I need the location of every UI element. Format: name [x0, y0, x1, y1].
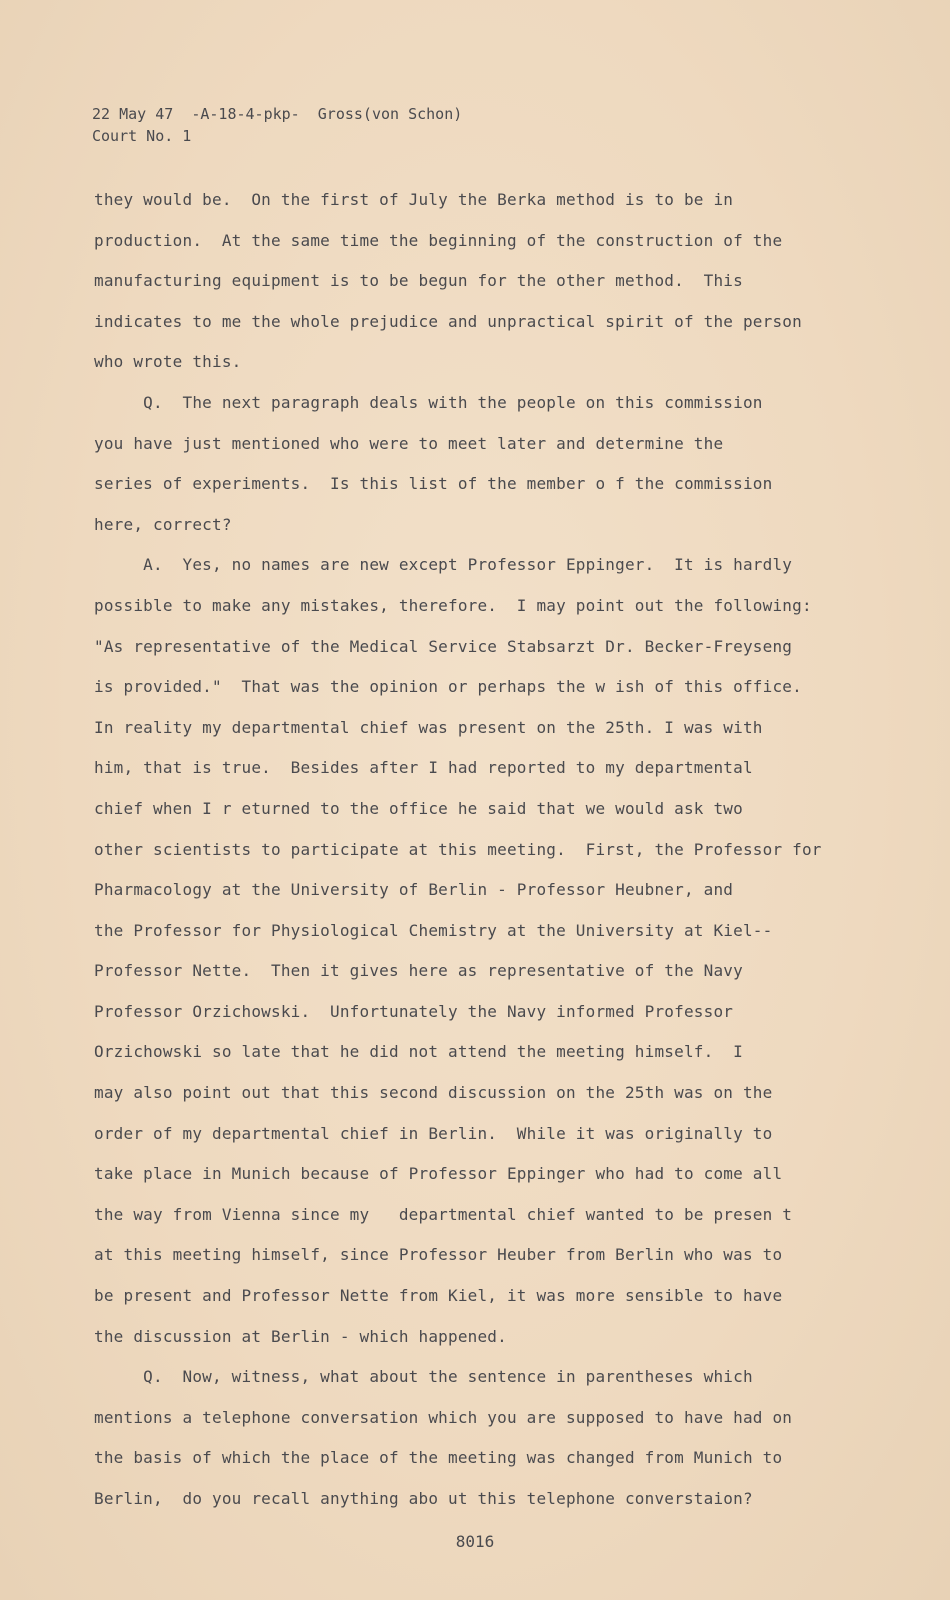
transcript-line: A. Yes, no names are new except Professor Eppinger. It is hardly: [94, 555, 793, 575]
transcript-line: Orzichowski so late that he did not attend the meeting himself. I: [94, 1042, 743, 1062]
transcript-line: manufacturing equipment is to be begun for the other method. This: [94, 271, 743, 291]
transcript-line: may also point out that this second discussion on the 25th was on the: [94, 1083, 773, 1103]
transcript-line: mentions a telephone conversation which you are supposed to have had on: [94, 1407, 793, 1427]
transcript-line: order of my departmental chief in Berlin. While it was originally to: [94, 1123, 773, 1143]
transcript-line: is provided." That was the opinion or perhaps the w ish of this office.: [94, 677, 802, 697]
transcript-line: production. At the same time the beginning of the construction of the: [94, 230, 783, 250]
transcript-line: Pharmacology at the University of Berlin - Professor Heubner, and: [94, 880, 734, 900]
transcript-line: Q. Now, witness, what about the sentence in parentheses which: [94, 1367, 753, 1387]
transcript-line: Berlin, do you recall anything abo ut this telephone converstaion?: [94, 1489, 753, 1508]
document-header: [92, 103, 462, 147]
transcript-line: Q. The next paragraph deals with the people on this commission: [94, 392, 763, 412]
transcript-line: Professor Orzichowski. Unfortunately the Navy informed Professor: [94, 1001, 734, 1021]
header-date-line: 22 May 47 -A-18-4-pkp- Gross(von Schon): [92, 105, 463, 123]
transcript-line: be present and Professor Nette from Kiel, it was more sensible to have: [94, 1286, 783, 1306]
transcript-line: other scientists to participate at this meeting. First, the Professor for: [94, 839, 822, 859]
transcript-line: at this meeting himself, since Professor Heuber from Berlin who was to: [94, 1245, 783, 1265]
transcript-line: him, that is true. Besides after I had reported to my departmental: [94, 758, 753, 778]
transcript-line: they would be. On the first of July the Berka method is to be in: [94, 190, 734, 209]
transcript-line: possible to make any mistakes, therefore. I may point out the following:: [94, 595, 812, 615]
transcript-body: [94, 180, 854, 1520]
transcript-line: indicates to me the whole prejudice and unpractical spirit of the person: [94, 311, 802, 331]
transcript-line: who wrote this.: [94, 352, 242, 372]
transcript-line: "As representative of the Medical Service Stabsarzt Dr. Becker-Freyseng: [94, 636, 793, 656]
transcript-line: here, correct?: [94, 514, 232, 534]
page-number: 8016: [455, 1532, 495, 1551]
header-court-line: Court No. 1: [92, 127, 192, 145]
transcript-line: take place in Munich because of Professor Eppinger who had to come all: [94, 1164, 783, 1184]
transcript-line: Professor Nette. Then it gives here as representative of the Navy: [94, 961, 743, 981]
transcript-line: the discussion at Berlin - which happened.: [94, 1326, 507, 1346]
transcript-line: the Professor for Physiological Chemistry at the University at Kiel--: [94, 920, 773, 940]
transcript-line: the way from Vienna since my departmental chief wanted to be presen t: [94, 1204, 793, 1224]
transcript-line: you have just mentioned who were to meet later and determine the: [94, 433, 724, 453]
transcript-line: In reality my departmental chief was present on the 25th. I was with: [94, 717, 763, 737]
transcript-line: the basis of which the place of the meeting was changed from Munich to: [94, 1448, 783, 1468]
transcript-line: chief when I r eturned to the office he said that we would ask two: [94, 798, 743, 818]
transcript-line: series of experiments. Is this list of the member o f the commission: [94, 474, 773, 494]
